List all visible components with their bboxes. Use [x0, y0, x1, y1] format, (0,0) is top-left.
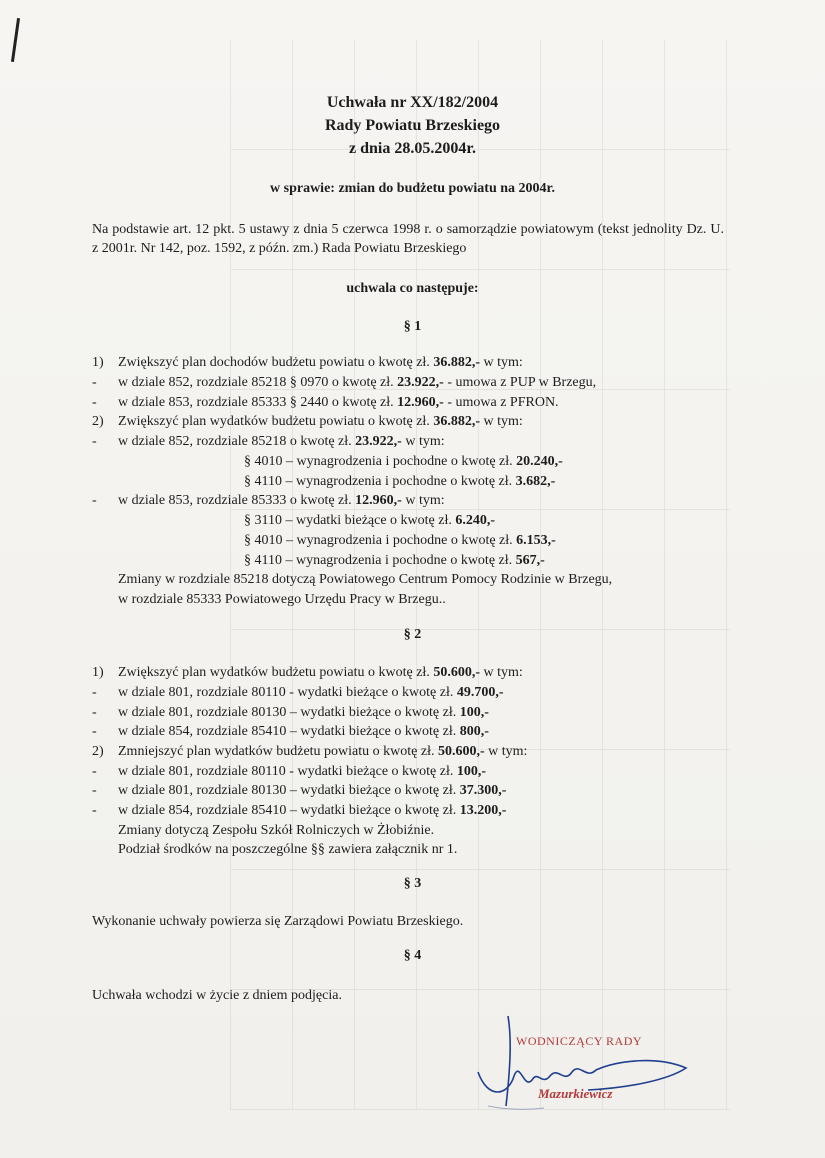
section-4-text: Uchwała wchodzi w życie z dniem podjęcia.	[92, 988, 342, 1003]
s1-subitem-4010: § 4010 – wynagrodzenia i pochodne o kwotę zł. 20.240,-	[244, 454, 563, 469]
resolution-number: Uchwała nr XX/182/2004	[326, 94, 499, 111]
s1-item-2: - w dziale 852, rozdziale 85218 § 0970 o kwotę zł. 23.922,- - umowa z PUP w Brzegu,	[92, 375, 597, 390]
s2-item-1: 1) Zwiększyć plan wydatków budżetu powiatu o kwotę zł. 50.600,- w tym:	[92, 665, 523, 680]
s1-item-5: - w dziale 852, rozdziale 85218 o kwotę zł. 23.922,- w tym:	[92, 434, 445, 449]
s2-note-2: Podział środków na poszczególne §§ zawiera załącznik nr 1.	[118, 842, 458, 857]
section-3-heading: § 3	[403, 876, 422, 891]
legal-basis: Na podstawie art. 12 pkt. 5 ustawy z dnia 5 czerwca 1998 r. o samorządzie powiatowym (tekst jednolity Dz. U. z 2001r. Nr 142, poz. 1592, z późn. zm.) Rada Powiatu Brzeskiego	[92, 222, 724, 256]
s1-item-1: 1) Zwiększyć plan dochodów budżetu powiatu o kwotę zł. 36.882,- w tym:	[92, 355, 523, 370]
s2-item-5: 2) Zmniejszyć plan wydatków budżetu powiatu o kwotę zł. 50.600,- w tym:	[92, 744, 528, 759]
s1-note-2: w rozdziale 85333 Powiatowego Urzędu Pracy w Brzegu..	[118, 592, 446, 607]
s2-item-3: - w dziale 801, rozdziale 80130 – wydatki bieżące o kwotę zł. 100,-	[92, 705, 489, 720]
s1-item-3: - w dziale 853, rozdziale 85333 § 2440 o kwotę zł. 12.960,- - umowa z PFRON.	[92, 395, 559, 410]
s1-subitem-3110: § 3110 – wydatki bieżące o kwotę zł. 6.240,-	[244, 513, 496, 528]
s2-item-2: - w dziale 801, rozdziale 80110 - wydatki bieżące o kwotę zł. 49.700,-	[92, 685, 504, 700]
resolution-date: z dnia 28.05.2004r.	[349, 140, 476, 157]
s1-subitem-4010b: § 4010 – wynagrodzenia i pochodne o kwotę zł. 6.153,-	[244, 533, 556, 548]
s2-item-4: - w dziale 854, rozdziale 85410 – wydatki bieżące o kwotę zł. 800,-	[92, 724, 489, 739]
council-name: Rady Powiatu Brzeskiego	[324, 117, 501, 134]
s2-item-7: - w dziale 801, rozdziale 80130 – wydatki bieżące o kwotę zł. 37.300,-	[92, 783, 507, 798]
section-4-heading: § 4	[403, 948, 422, 963]
s1-note-1: Zmiany w rozdziale 85218 dotyczą Powiatowego Centrum Pomocy Rodzinie w Brzegu,	[118, 572, 613, 587]
scan-mark	[11, 18, 20, 62]
section-3-text: Wykonanie uchwały powierza się Zarządowi Powiatu Brzeskiego.	[92, 914, 464, 929]
s1-subitem-4110b: § 4110 – wynagrodzenia i pochodne o kwotę zł. 567,-	[244, 553, 545, 568]
s2-item-6: - w dziale 801, rozdziale 80110 - wydatki bieżące o kwotę zł. 100,-	[92, 764, 487, 779]
s1-item-4: 2) Zwiększyć plan wydatków budżetu powiatu o kwotę zł. 36.882,- w tym:	[92, 414, 523, 429]
s2-item-8: - w dziale 854, rozdziale 85410 – wydatki bieżące o kwotę zł. 13.200,-	[92, 803, 507, 818]
s2-note-1: Zmiany dotyczą Zespołu Szkół Rolniczych w Żłobiźnie.	[118, 823, 435, 838]
s1-subitem-4110: § 4110 – wynagrodzenia i pochodne o kwotę zł. 3.682,-	[244, 474, 556, 489]
resolution-subject: w sprawie: zmian do budżetu powiatu na 2004r.	[270, 181, 555, 196]
handwritten-signature	[468, 1010, 698, 1120]
s1-item-6: - w dziale 853, rozdziale 85333 o kwotę zł. 12.960,- w tym:	[92, 493, 445, 508]
section-2-heading: § 2	[403, 627, 422, 642]
resolves-heading: uchwala co następuje:	[346, 281, 479, 296]
section-1-heading: § 1	[403, 319, 422, 334]
stamp-title: WODNICZĄCY RADY	[516, 1034, 643, 1048]
stamp-name: Mazurkiewicz	[538, 1086, 613, 1101]
